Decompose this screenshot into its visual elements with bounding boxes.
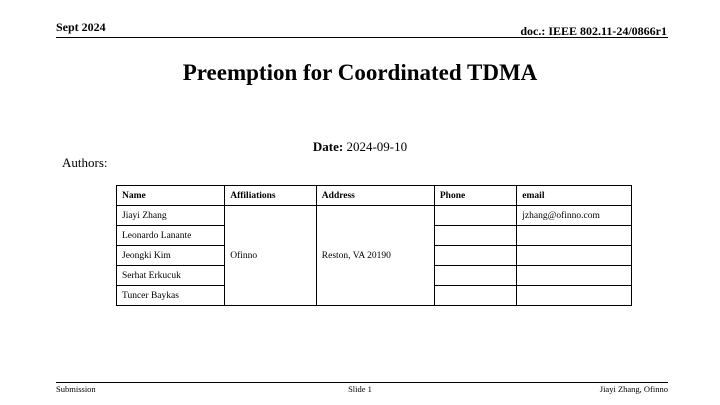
author-email: jzhang@ofinno.com [517,206,632,226]
author-phone [434,286,516,306]
header-address: Address [316,186,434,206]
author-address: Reston, VA 20190 [316,206,434,306]
date-label: Date: [312,139,344,154]
header-divider [56,37,668,38]
author-name: Tuncer Baykas [117,286,225,306]
author-email [517,286,632,306]
author-name: Serhat Erkucuk [117,266,225,286]
authors-label: Authors: [62,155,108,170]
header-name: Name [117,186,225,206]
header-date: Sept 2024 [56,20,106,34]
footer-slide-number: Slide 1 [348,384,372,394]
author-email [517,266,632,286]
author-phone [434,246,516,266]
author-name: Jiayi Zhang [117,206,225,226]
header-doc-id: doc.: IEEE 802.11-24/0866r1 [520,24,667,38]
author-affiliation: Ofinno [225,206,317,306]
table-header-row [117,186,632,206]
header-phone: Phone [434,186,516,206]
date-line [0,139,720,155]
date-value: 2024-09-10 [343,139,408,154]
authors-table [116,185,632,306]
author-name: Leonardo Lanante [117,226,225,246]
footer-author: Jiayi Zhang, Ofinno [599,384,668,394]
author-name: Jeongki Kim [117,246,225,266]
header-email: email [517,186,632,206]
author-phone [434,266,516,286]
footer-submission: Submission [56,384,96,394]
author-email [517,226,632,246]
author-phone [434,206,516,226]
table-row [117,206,632,226]
footer-divider [56,382,668,383]
header-affiliations: Affiliations [225,186,317,206]
author-email [517,246,632,266]
author-phone [434,226,516,246]
slide-title: Preemption for Coordinated TDMA [182,60,538,85]
